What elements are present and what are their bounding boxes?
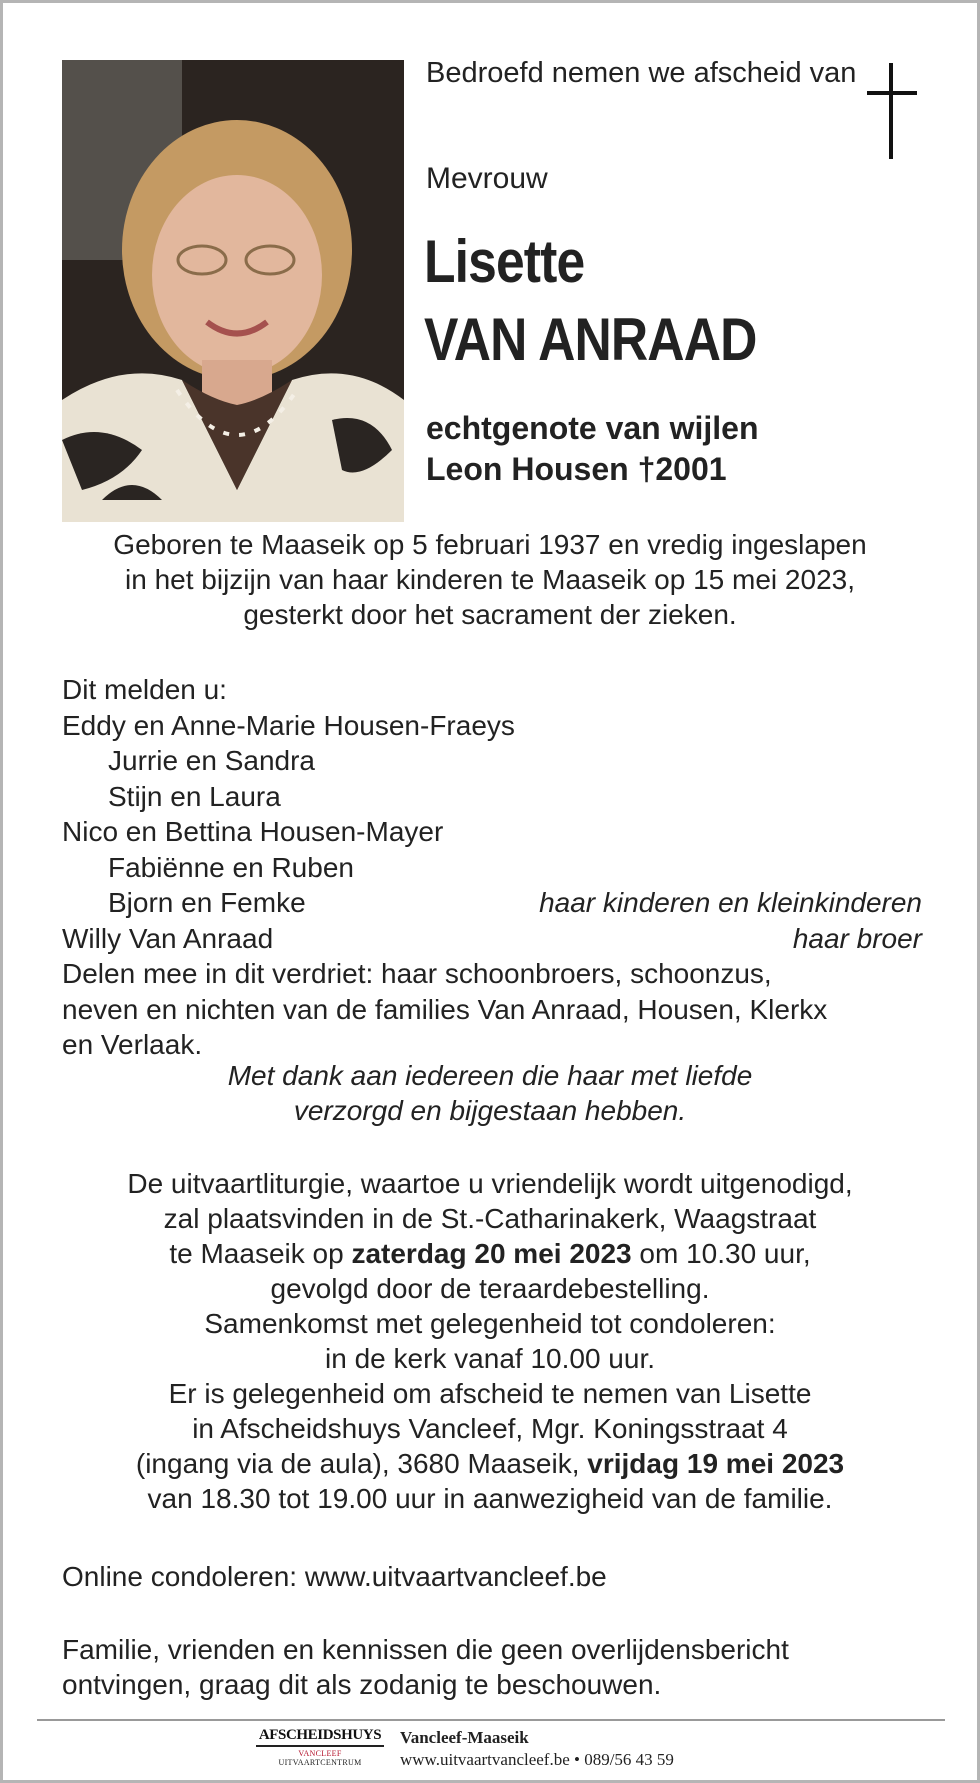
deceased-first-name: Lisette xyxy=(424,228,585,295)
thanks-message xyxy=(43,1058,937,1128)
footer-divider xyxy=(37,1719,945,1721)
thanks-line: Met dank aan iedereen die haar met liefde xyxy=(227,1060,753,1091)
family-member: Jurrie en Sandra xyxy=(108,745,316,776)
birth-death-info xyxy=(43,527,937,632)
service-line: in Afscheidshuys Vancleef, Mgr. Koningsstraat 4 xyxy=(192,1413,788,1444)
service-line: gevolgd door de teraardebestelling. xyxy=(270,1273,710,1304)
funeral-home-logo xyxy=(256,1727,384,1767)
service-line: zal plaatsvinden in de St.-Catharinakerk, Waagstraat xyxy=(163,1203,817,1234)
spouse-line: Leon Housen †2001 xyxy=(426,451,727,487)
family-row xyxy=(62,921,922,957)
family-note xyxy=(62,1632,942,1702)
service-line: Samenkomst met gelegenheid tot condoleren: xyxy=(204,1308,776,1339)
spouse-info xyxy=(426,408,759,490)
spouse-line: echtgenote van wijlen xyxy=(426,410,759,446)
service-line: in de kerk vanaf 10.00 uur. xyxy=(325,1343,655,1374)
family-note-line: Familie, vrienden en kennissen die geen overlijdensbericht xyxy=(62,1634,789,1665)
service-line: Er is gelegenheid om afscheid te nemen van Lisette xyxy=(168,1378,812,1409)
deceased-last-name: VAN ANRAAD xyxy=(424,306,757,373)
birth-line: in het bijzijn van haar kinderen te Maaseik op 15 mei 2023, xyxy=(125,564,855,595)
farewell-date: vrijdag 19 mei 2023 xyxy=(587,1448,845,1479)
cross-icon xyxy=(863,63,923,163)
service-line: (ingang via de aula), 3680 Maaseik, vrijdag 19 mei 2023 xyxy=(135,1448,845,1479)
family-member: Fabiënne en Ruben xyxy=(108,851,354,883)
family-note-line: ontvingen, graag dit als zodanig te beschouwen. xyxy=(62,1669,662,1700)
family-member: Stijn en Laura xyxy=(108,780,281,812)
family-row xyxy=(62,850,922,886)
funeral-date: zaterdag 20 mei 2023 xyxy=(351,1238,632,1269)
funeral-home-details: www.uitvaartvancleef.be • 089/56 43 59 xyxy=(400,1750,674,1769)
shared-grief xyxy=(62,956,922,1063)
funeral-home-contact xyxy=(400,1727,674,1771)
family-row xyxy=(62,814,922,850)
share-line: en Verlaak. xyxy=(62,1029,203,1060)
family-list-header: Dit melden u: xyxy=(62,674,227,705)
service-line: van 18.30 tot 19.00 uur in aanwezigheid van de familie. xyxy=(147,1483,833,1514)
family-list xyxy=(62,672,922,1063)
family-member: Eddy en Anne-Marie Housen-Fraeys xyxy=(62,709,515,741)
service-line: te Maaseik op zaterdag 20 mei 2023 om 10.30 uur, xyxy=(169,1238,811,1269)
family-row xyxy=(62,779,922,815)
family-relation: haar broer xyxy=(792,922,922,954)
honorific: Mevrouw xyxy=(426,162,548,195)
family-row xyxy=(62,743,922,779)
family-row xyxy=(62,708,922,744)
funeral-home-name: Vancleef-Maaseik xyxy=(400,1728,529,1747)
family-member: Willy Van Anraad xyxy=(62,922,274,954)
family-member: Nico en Bettina Housen-Mayer xyxy=(62,816,444,847)
thanks-line: verzorgd en bijgestaan hebben. xyxy=(293,1095,687,1126)
birth-line: Geboren te Maaseik op 5 februari 1937 en vredig ingeslapen xyxy=(113,529,867,560)
share-line: Delen mee in dit verdriet: haar schoonbroers, schoonzus, xyxy=(62,958,772,989)
family-relation: haar kinderen en kleinkinderen xyxy=(539,887,922,918)
birth-line: gesterkt door het sacrament der zieken. xyxy=(243,599,737,630)
intro-text: Bedroefd nemen we afscheid van xyxy=(426,57,857,89)
service-line: De uitvaartliturgie, waartoe u vriendelijk wordt uitgenodigd, xyxy=(127,1168,853,1199)
family-member: Bjorn en Femke xyxy=(108,887,306,918)
family-row xyxy=(62,885,922,921)
logo-subtitle: VANCLEEF UITVAARTCENTRUM xyxy=(278,1749,362,1767)
portrait-photo xyxy=(62,60,404,522)
share-line: neven en nichten van de families Van Anraad, Housen, Klerkx xyxy=(62,993,828,1025)
online-condolence: Online condoleren: www.uitvaartvancleef.be xyxy=(62,1561,607,1592)
funeral-service-info xyxy=(43,1166,937,1516)
logo-title: AFSCHEIDSHUYS xyxy=(256,1727,384,1747)
